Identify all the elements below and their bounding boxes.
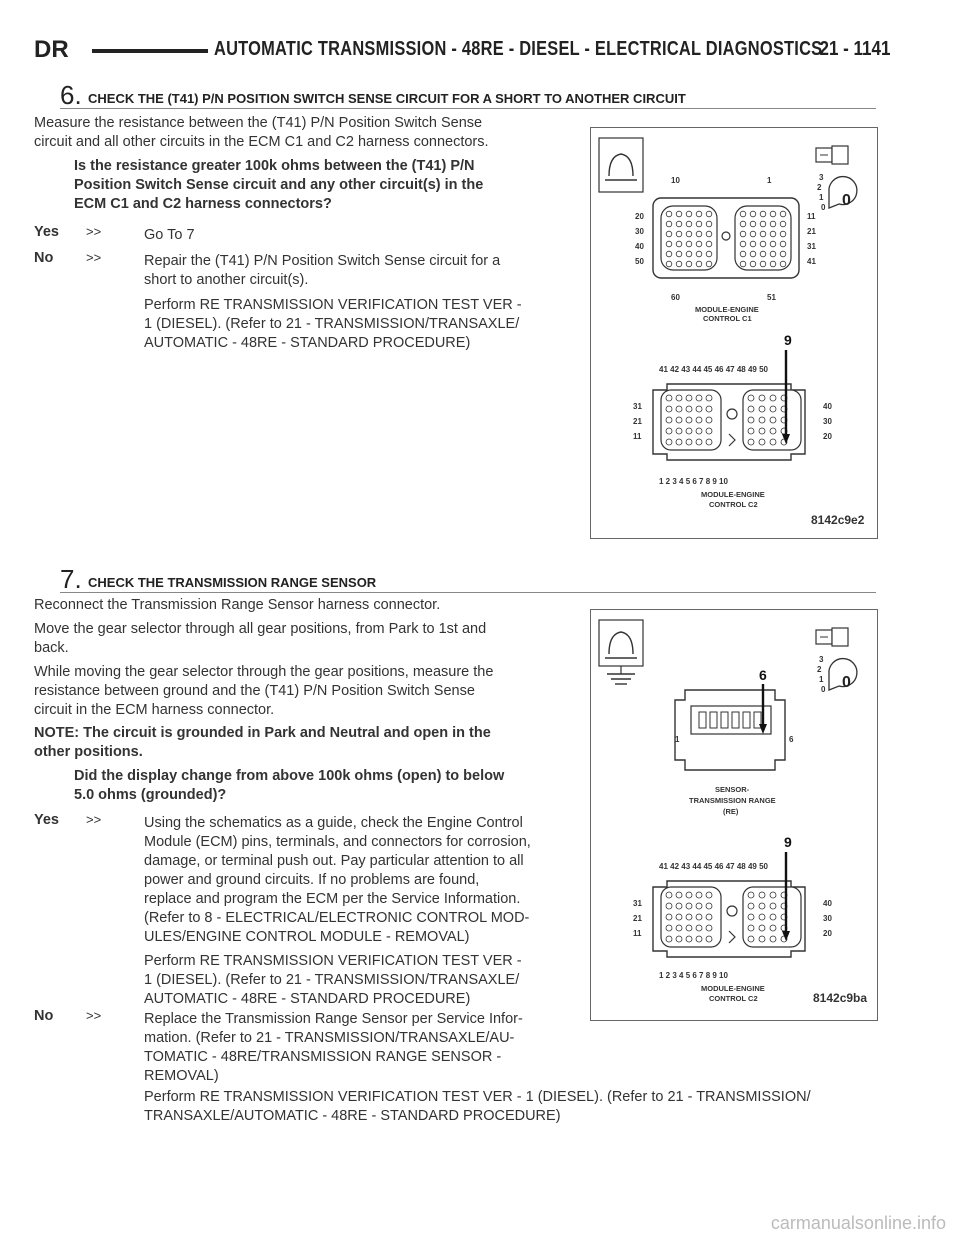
connector-cavity [706,406,712,412]
connector-cavity [666,417,672,423]
svg-text:40: 40 [823,899,832,908]
connector-cavity [676,428,682,434]
connector-cavity [666,241,672,247]
text-line: REMOVAL) [144,1068,219,1084]
svg-text:MODULE-ENGINE: MODULE-ENGINE [701,490,765,499]
arrow: >> [86,250,102,265]
text-line: Repair the (T41) P/N Position Switch Sense circuit for a [144,253,501,269]
connector-cavity [706,221,712,227]
svg-text:CONTROL C2: CONTROL C2 [709,994,758,1003]
connector-cavity [666,903,672,909]
step-number: 6. [60,80,82,110]
connector-diagram [591,128,877,538]
connector-diagram [591,610,877,1020]
step-7-p3 [34,663,561,720]
connector-cavity [696,406,702,412]
text-line: other positions. [34,744,143,760]
connector-cavity [759,395,765,401]
connector-cavity [740,241,746,247]
connector-cavity [759,439,765,445]
yes-label: Yes [34,224,59,240]
svg-text:MODULE-ENGINE: MODULE-ENGINE [695,305,759,314]
connector-cavity [750,251,756,257]
connector-cavity [696,395,702,401]
sensor-terminal [732,712,739,728]
connector-cavity [676,903,682,909]
connector-cavity [748,417,754,423]
text-line: AUTOMATIC - 48RE - STANDARD PROCEDURE) [144,991,471,1007]
connector-cavity [706,251,712,257]
text-line: back. [34,640,69,656]
svg-text:50: 50 [635,257,644,266]
svg-text:11: 11 [633,929,642,938]
svg-text:11: 11 [633,432,642,441]
text-line: short to another circuit(s). [144,272,309,288]
connector-cavity [740,221,746,227]
connector-plug-icon [816,146,848,164]
text-line: AUTOMATIC - 48RE - STANDARD PROCEDURE) [144,335,471,351]
selector-knob-icon [817,173,857,212]
svg-text:31: 31 [807,242,816,251]
svg-text:TRANSMISSION RANGE: TRANSMISSION RANGE [689,796,776,805]
connector-cavity [676,417,682,423]
connector-cavity [760,231,766,237]
connector-cavity [770,439,776,445]
connector-cavity [748,925,754,931]
connector-cavity [696,936,702,942]
section-code: DR [34,36,69,63]
text-line: resistance between ground and the (T41) P/N Position Switch Sense [34,683,475,699]
ecm-c2-connector [633,834,832,1003]
connector-cavity [706,936,712,942]
connector-cavity [780,251,786,257]
connector-cavity [666,395,672,401]
connector-cavity [686,936,692,942]
svg-text:60: 60 [671,293,680,302]
connector-cavity [666,936,672,942]
connector-cavity [696,221,702,227]
connector-cavity [686,406,692,412]
connector-cavity [770,417,776,423]
connector-cavity [750,231,756,237]
header-rule [92,49,208,53]
svg-text:1: 1 [819,193,824,202]
connector-cavity [706,428,712,434]
connector-cavity [676,892,682,898]
pin-pointer-label: 9 [784,332,792,348]
ground-icon [607,666,635,684]
arrow: >> [86,224,102,239]
svg-text:40: 40 [823,402,832,411]
connector-cavity [696,925,702,931]
svg-text:1: 1 [767,176,772,185]
connector-cavity [740,251,746,257]
connector-cavity [770,395,776,401]
text-line: (Refer to 8 - ELECTRICAL/ELECTRONIC CONTROL MOD- [144,910,530,926]
connector-cavity [696,439,702,445]
text-line: Module (ECM) pins, terminals, and connectors for corrosion, [144,834,531,850]
connector-cavity [676,439,682,445]
range-sensor-connector [675,667,794,816]
svg-text:0: 0 [821,203,826,212]
connector-cavity [748,395,754,401]
text-line: NOTE: The circuit is grounded in Park and Neutral and open in the [34,725,491,741]
svg-text:0: 0 [821,685,826,694]
connector-cavity [770,261,776,267]
svg-text:20: 20 [823,929,832,938]
connector-cavity [770,241,776,247]
svg-text:1 2 3 4 5: 1 2 3 4 5 6 7 8 9 10 [659,971,728,980]
sensor-terminal [743,712,750,728]
svg-text:21: 21 [633,417,642,426]
connector-cavity [686,395,692,401]
connector-cavity [676,936,682,942]
connector-cavity [750,261,756,267]
connector-cavity [759,925,765,931]
connector-cavity [760,211,766,217]
connector-cavity [770,925,776,931]
svg-text:3: 3 [819,173,824,182]
connector-cavity [706,903,712,909]
connector-cavity [666,439,672,445]
text-line: Is the resistance greater 100k ohms between the (T41) P/N [74,158,475,174]
connector-cavity [760,241,766,247]
connector-cavity [686,241,692,247]
text-line: power and ground circuits. If no problems are found, [144,872,480,888]
connector-cavity [770,892,776,898]
connector-cavity [770,406,776,412]
svg-text:2: 2 [817,183,822,192]
connector-cavity [760,251,766,257]
svg-text:CONTROL C2: CONTROL C2 [709,500,758,509]
connector-cavity [759,914,765,920]
svg-text:1 2 3 4 5: 1 2 3 4 5 6 7 8 9 10 [659,477,728,486]
text-line: circuit in the ECM harness connector. [34,702,275,718]
connector-cavity [676,211,682,217]
connector-cavity [750,241,756,247]
connector-cavity [759,406,765,412]
figure-id: 8142c9e2 [811,513,865,527]
yes-answer [144,814,561,947]
arrow: >> [86,1008,102,1023]
step-7-p2 [34,620,561,658]
text-line: circuit and all other circuits in the ECM C1 and C2 harness connectors. [34,134,489,150]
text-line: While moving the gear selector through the gear positions, measure the [34,664,494,680]
connector-cavity [686,261,692,267]
connector-cavity [706,925,712,931]
svg-text:11: 11 [807,212,816,221]
connector-cavity [666,261,672,267]
text-line: 1 (DIESEL). (Refer to 21 - TRANSMISSION/TRANSAXLE/ [144,972,520,988]
connector-cavity [676,925,682,931]
connector-cavity [686,914,692,920]
connector-cavity [770,221,776,227]
header-title: AUTOMATIC TRANSMISSION - 48RE - DIESEL - ELECTRICAL DIAGNOSTICS [214,38,823,60]
connector-cavity [666,231,672,237]
text-line: Did the display change from above 100k ohms (open) to below [74,768,505,784]
connector-cavity [666,925,672,931]
connector-cavity [686,925,692,931]
pin-pointer-label: 9 [784,834,792,850]
no-answer [144,1010,561,1086]
svg-text:0: 0 [842,674,851,691]
no-answer-verification [144,296,561,353]
connector-cavity [770,231,776,237]
connector-cavity [770,251,776,257]
text-line: Perform RE TRANSMISSION VERIFICATION TEST VER - [144,953,522,969]
watermark: carmanualsonline.info [770,1213,946,1233]
svg-text:0: 0 [842,192,851,209]
connector-cavity [696,903,702,909]
step-7-p1: Reconnect the Transmission Range Sensor harness connector. [34,597,441,613]
step-7-question [74,767,561,805]
connector-cavity [759,892,765,898]
connector-cavity [748,914,754,920]
connector-cavity [666,406,672,412]
connector-cavity [780,211,786,217]
text-line: Move the gear selector through all gear positions, from Park to 1st and [34,621,487,637]
text-line: mation. (Refer to 21 - TRANSMISSION/TRANSAXLE/AU- [144,1030,515,1046]
connector-cavity [780,241,786,247]
connector-cavity [706,439,712,445]
text-line: 1 (DIESEL). (Refer to 21 - TRANSMISSION/TRANSAXLE/ [144,316,520,332]
connector-cavity [748,428,754,434]
svg-text:30: 30 [823,417,832,426]
connector-cavity [780,221,786,227]
svg-text:41 42 43 44 45: 41 42 43 44 45 46 47 48 49 50 [659,365,768,374]
connector-cavity [770,936,776,942]
connector-cavity [770,428,776,434]
connector-cavity [706,914,712,920]
svg-text:40: 40 [635,242,644,251]
ohmmeter-icon [599,620,643,666]
connector-cavity [740,211,746,217]
svg-text:10: 10 [671,176,680,185]
selector-knob-icon [817,655,857,694]
connector-cavity [770,903,776,909]
no-label: No [34,250,54,266]
connector-cavity [748,406,754,412]
connector-cavity [676,914,682,920]
no-label: No [34,1008,54,1024]
svg-text:30: 30 [823,914,832,923]
connector-cavity [666,914,672,920]
connector-cavity [676,251,682,257]
connector-cavity [760,261,766,267]
connector-cavity [696,211,702,217]
svg-text:31: 31 [633,899,642,908]
connector-cavity [740,231,746,237]
svg-text:2: 2 [817,665,822,674]
sensor-terminal [699,712,706,728]
step-number: 7. [60,564,82,594]
text-line: damage, or terminal push out. Pay particular attention to all [144,853,524,869]
connector-cavity [676,241,682,247]
svg-text:1: 1 [819,675,824,684]
connector-cavity [759,936,765,942]
page-number: 21 - 1141 [819,38,890,60]
connector-cavity [676,406,682,412]
connector-cavity [686,251,692,257]
connector-cavity [696,251,702,257]
connector-cavity [780,261,786,267]
page-header [34,36,890,68]
svg-text:1: 1 [675,735,680,744]
connector-cavity [706,261,712,267]
text-line: Measure the resistance between the (T41) P/N Position Switch Sense [34,115,483,131]
connector-cavity [686,428,692,434]
connector-cavity [686,439,692,445]
no-answer-verification [144,1088,884,1126]
svg-text:20: 20 [635,212,644,221]
connector-cavity [666,251,672,257]
yes-answer: Go To 7 [144,227,195,243]
svg-text:MODULE-ENGINE: MODULE-ENGINE [701,984,765,993]
connector-cavity [706,395,712,401]
connector-cavity [696,428,702,434]
text-line: ULES/ENGINE CONTROL MODULE - REMOVAL) [144,929,470,945]
pin-pointer-label: 6 [759,667,767,683]
text-line: Perform RE TRANSMISSION VERIFICATION TEST VER - 1 (DIESEL). (Refer to 21 - TRANSMISSION/ [144,1089,811,1105]
connector-cavity [706,892,712,898]
svg-text:SENSOR-: SENSOR- [715,785,750,794]
svg-text:21: 21 [633,914,642,923]
connector-cavity [696,241,702,247]
connector-cavity [666,211,672,217]
connector-cavity [748,439,754,445]
svg-text:(RE): (RE) [723,807,739,816]
step-6-question [74,157,561,214]
svg-text:31: 31 [633,402,642,411]
text-line: Replace the Transmission Range Sensor per Service Infor- [144,1011,523,1027]
connector-cavity [676,395,682,401]
connector-cavity [706,231,712,237]
svg-text:CONTROL C1: CONTROL C1 [703,314,752,323]
figure-range-sensor-ecm-c2 [590,609,878,1021]
connector-cavity [780,231,786,237]
connector-cavity [750,221,756,227]
yes-label: Yes [34,812,59,828]
connector-cavity [748,903,754,909]
sensor-terminal [721,712,728,728]
yes-answer-verification [144,952,561,1009]
text-line: 5.0 ohms (grounded)? [74,787,227,803]
text-line: ECM C1 and C2 harness connectors? [74,196,332,212]
svg-text:20: 20 [823,432,832,441]
svg-text:30: 30 [635,227,644,236]
ecm-c1-connector [635,176,816,323]
text-line: Position Switch Sense circuit and any other circuit(s) in the [74,177,484,193]
ecm-c2-connector [633,332,832,509]
connector-cavity [770,914,776,920]
connector-cavity [759,417,765,423]
no-answer [144,252,561,290]
step-7-note [34,724,561,762]
svg-text:51: 51 [767,293,776,302]
connector-cavity [666,428,672,434]
step-title: CHECK THE (T41) P/N POSITION SWITCH SENSE CIRCUIT FOR A SHORT TO ANOTHER CIRCUIT [88,91,686,106]
connector-cavity [686,892,692,898]
svg-text:21: 21 [807,227,816,236]
ohmmeter-icon [599,138,643,192]
connector-cavity [706,241,712,247]
sensor-terminal [710,712,717,728]
connector-cavity [686,903,692,909]
figure-ecm-c1-c2 [590,127,878,539]
step-6-heading [60,82,876,109]
text-line: TRANSAXLE/AUTOMATIC - 48RE - STANDARD PROCEDURE) [144,1108,561,1124]
connector-cavity [696,914,702,920]
connector-cavity [696,417,702,423]
connector-cavity [676,221,682,227]
connector-cavity [676,231,682,237]
text-line: Using the schematics as a guide, check the Engine Control [144,815,523,831]
connector-cavity [740,261,746,267]
connector-cavity [770,211,776,217]
connector-cavity [666,221,672,227]
connector-cavity [706,211,712,217]
connector-cavity [696,892,702,898]
text-line: TOMATIC - 48RE/TRANSMISSION RANGE SENSOR - [144,1049,502,1065]
figure-id: 8142c9ba [813,991,868,1005]
connector-cavity [696,261,702,267]
svg-text:3: 3 [819,655,824,664]
text-line: replace and program the ECM per the Service Information. [144,891,521,907]
connector-cavity [750,211,756,217]
connector-cavity [748,892,754,898]
svg-text:6: 6 [789,735,794,744]
connector-plug-icon [816,628,848,646]
step-7-heading [60,566,876,593]
connector-cavity [759,903,765,909]
arrow: >> [86,812,102,827]
connector-cavity [696,231,702,237]
connector-cavity [676,261,682,267]
connector-cavity [686,221,692,227]
step-title: CHECK THE TRANSMISSION RANGE SENSOR [88,575,377,590]
connector-cavity [666,892,672,898]
svg-text:41: 41 [807,257,816,266]
text-line: Perform RE TRANSMISSION VERIFICATION TEST VER - [144,297,522,313]
svg-text:41 42 43 44 45: 41 42 43 44 45 46 47 48 49 50 [659,862,768,871]
connector-cavity [706,417,712,423]
connector-cavity [748,936,754,942]
connector-cavity [686,417,692,423]
connector-cavity [760,221,766,227]
connector-cavity [759,428,765,434]
connector-cavity [686,211,692,217]
connector-cavity [686,231,692,237]
step-6-instructions [34,114,561,152]
